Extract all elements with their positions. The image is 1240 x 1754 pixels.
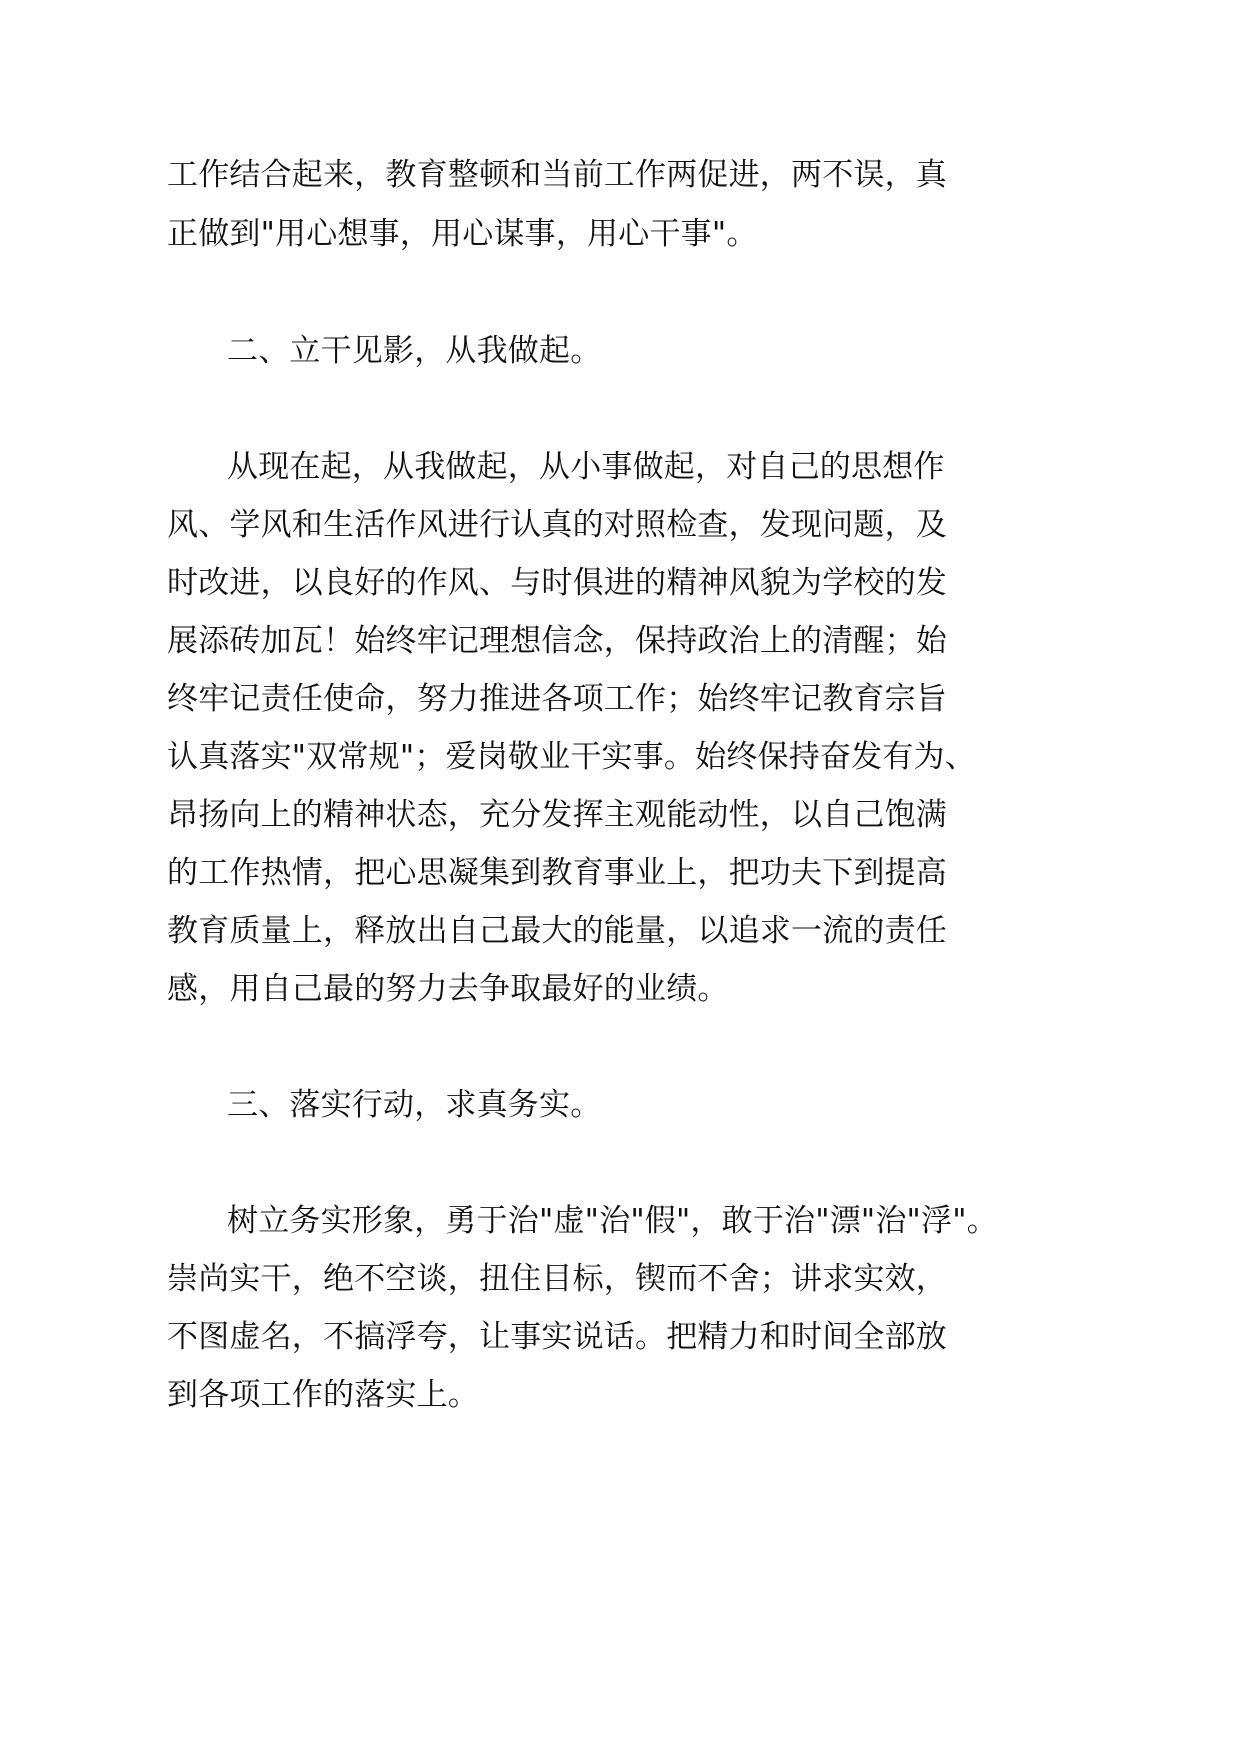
paragraph-line: 时改进，以良好的作风、与时俱进的精神风貌为学校的发 <box>167 565 947 601</box>
paragraph-line: 展添砖加瓦！始终牢记理想信念，保持政治上的清醒；始 <box>167 623 947 659</box>
paragraph-line: 风、学风和生活作风进行认真的对照检查，发现问题，及 <box>167 507 947 543</box>
paragraph-line: 感，用自己最的努力去争取最好的业绩。 <box>167 971 729 1007</box>
section-heading: 三、落实行动，求真务实。 <box>227 1087 602 1123</box>
paragraph-line: 崇尚实干，绝不空谈，扭住目标，锲而不舍；讲求实效， <box>167 1261 947 1297</box>
section-heading: 二、立干见影，从我做起。 <box>227 333 602 369</box>
paragraph-line: 从现在起，从我做起，从小事做起，对自己的思想作 <box>227 449 945 485</box>
paragraph-line: 树立务实形象，勇于治"虚"治"假"，敢于治"漂"治"浮"。 <box>227 1203 998 1239</box>
paragraph-line: 终牢记责任使命，努力推进各项工作；始终牢记教育宗旨 <box>167 681 947 717</box>
paragraph-line: 到各项工作的落实上。 <box>167 1377 479 1413</box>
paragraph-line: 工作结合起来，教育整顿和当前工作两促进，两不误，真 <box>167 157 947 193</box>
paragraph-line: 教育质量上，释放出自己最大的能量，以追求一流的责任 <box>167 913 947 949</box>
paragraph-line: 不图虚名，不搞浮夸，让事实说话。把精力和时间全部放 <box>167 1319 947 1355</box>
paragraph-line: 认真落实"双常规"；爱岗敬业干实事。始终保持奋发有为、 <box>167 739 976 775</box>
paragraph-line: 的工作热情，把心思凝集到教育事业上，把功夫下到提高 <box>167 855 947 891</box>
paragraph-line: 昂扬向上的精神状态，充分发挥主观能动性，以自己饱满 <box>167 797 947 833</box>
paragraph-line: 正做到"用心想事，用心谋事，用心干事"。 <box>167 216 758 252</box>
